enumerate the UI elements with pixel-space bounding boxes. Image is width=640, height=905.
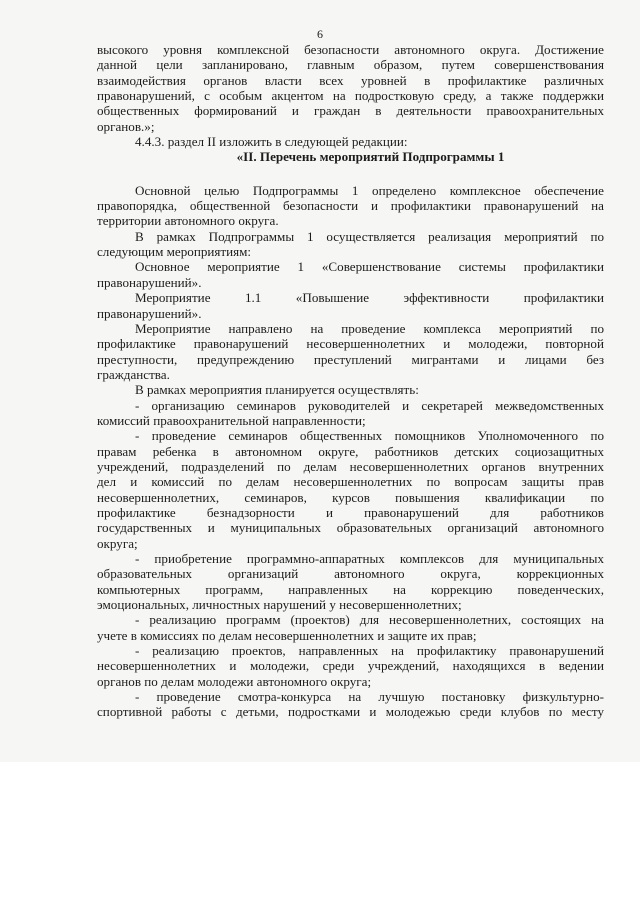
text-line: спортивной работы с детьми, подростками и молодежью среди клубов по месту	[97, 704, 604, 720]
text-line: Мероприятие 1.1 «Повышение эффективности профилактики	[135, 290, 604, 306]
text-line: образовательных организаций автономного округа, коррекционных	[97, 566, 604, 582]
text-line: компьютерных программ, направленных на коррекцию поведенческих,	[97, 581, 604, 597]
text-line: правопорядка, общественной безопасности и профилактики правонарушений на	[97, 198, 604, 214]
document-body	[97, 42, 604, 720]
text-line: органов.»;	[97, 118, 155, 134]
text-line: 4.4.3. раздел II изложить в следующей редакции:	[135, 134, 408, 150]
text-line: органов по делам молодежи автономного округа;	[97, 673, 372, 689]
text-line: учреждений, подразделений по делам несовершеннолетних органов внутренних	[97, 458, 604, 474]
text-line: общественных формирований и граждан в деятельности правоохранительных	[97, 103, 604, 119]
text-line: - организацию семинаров руководителей и секретарей межведомственных	[135, 397, 604, 413]
text-line: правонарушений».	[97, 274, 202, 290]
text-line: территории автономного округа.	[97, 213, 279, 229]
text-line: государственных и муниципальных образовательных организаций автономного	[97, 520, 604, 536]
page-number: 6	[317, 27, 323, 41]
blank-space	[97, 165, 604, 183]
text-line: правонарушений».	[97, 305, 202, 321]
text-line: Основной целью Подпрограммы 1 определено комплексное обеспечение	[135, 182, 604, 198]
section-heading: «II. Перечень мероприятий Подпрограммы 1	[236, 149, 505, 165]
text-line: профилактике безнадзорности и правонарушений для работников	[97, 504, 604, 520]
text-line: взаимодействия органов власти всех уровней в профилактике различных	[97, 72, 604, 88]
text-line: комиссий правоохранительной направленности;	[97, 412, 366, 428]
text-line: учете в комиссиях по делам несовершеннолетних и защите их прав;	[97, 627, 477, 643]
text-line: следующим мероприятиям:	[97, 244, 252, 260]
text-line: профилактике правонарушений несовершеннолетних и молодежи, повторной	[97, 336, 604, 352]
text-line: высокого уровня комплексной безопасности автономного округа. Достижение	[97, 42, 604, 57]
text-line: - реализацию проектов, направленных на профилактику правонарушений	[135, 643, 604, 659]
text-line: правам ребенка в автономном округе, работников детских социозащитных	[97, 443, 604, 459]
text-line: дел и комиссий по делам несовершеннолетних по вопросам защиты прав	[97, 474, 604, 490]
text-line: преступности, предупреждению преступлений мигрантами и лицами без	[97, 351, 604, 367]
text-line: - приобретение программно-аппаратных комплексов для муниципальных	[135, 551, 604, 566]
text-line: Мероприятие направлено на проведение комплекса мероприятий по	[135, 320, 604, 336]
text-line: Основное мероприятие 1 «Совершенствование системы профилактики	[135, 259, 604, 275]
text-line: несовершеннолетних и молодежи, среди учреждений, находящихся в ведении	[97, 658, 604, 674]
text-line: гражданства.	[97, 366, 170, 382]
text-line: - проведение семинаров общественных помощников Уполномоченного по	[135, 428, 604, 444]
text-line: данной цели запланировано, главным образом, путем совершенствования	[97, 57, 604, 73]
text-line: эмоциональных, личностных нарушений у несовершеннолетних;	[97, 597, 462, 613]
text-line: несовершеннолетних, семинаров, курсов повышения квалификации по	[97, 489, 604, 505]
text-line: округа;	[97, 535, 138, 551]
text-line: В рамках мероприятия планируется осуществлять:	[135, 382, 419, 398]
text-line: - проведение смотра-конкурса на лучшую постановку физкультурно-	[135, 689, 604, 705]
text-line: правонарушений, с особым акцентом на подростковую среду, а также поддержки	[97, 88, 604, 104]
text-line: В рамках Подпрограммы 1 осуществляется реализация мероприятий по	[135, 228, 604, 244]
text-line: - реализацию программ (проектов) для несовершеннолетних, состоящих на	[135, 612, 604, 628]
